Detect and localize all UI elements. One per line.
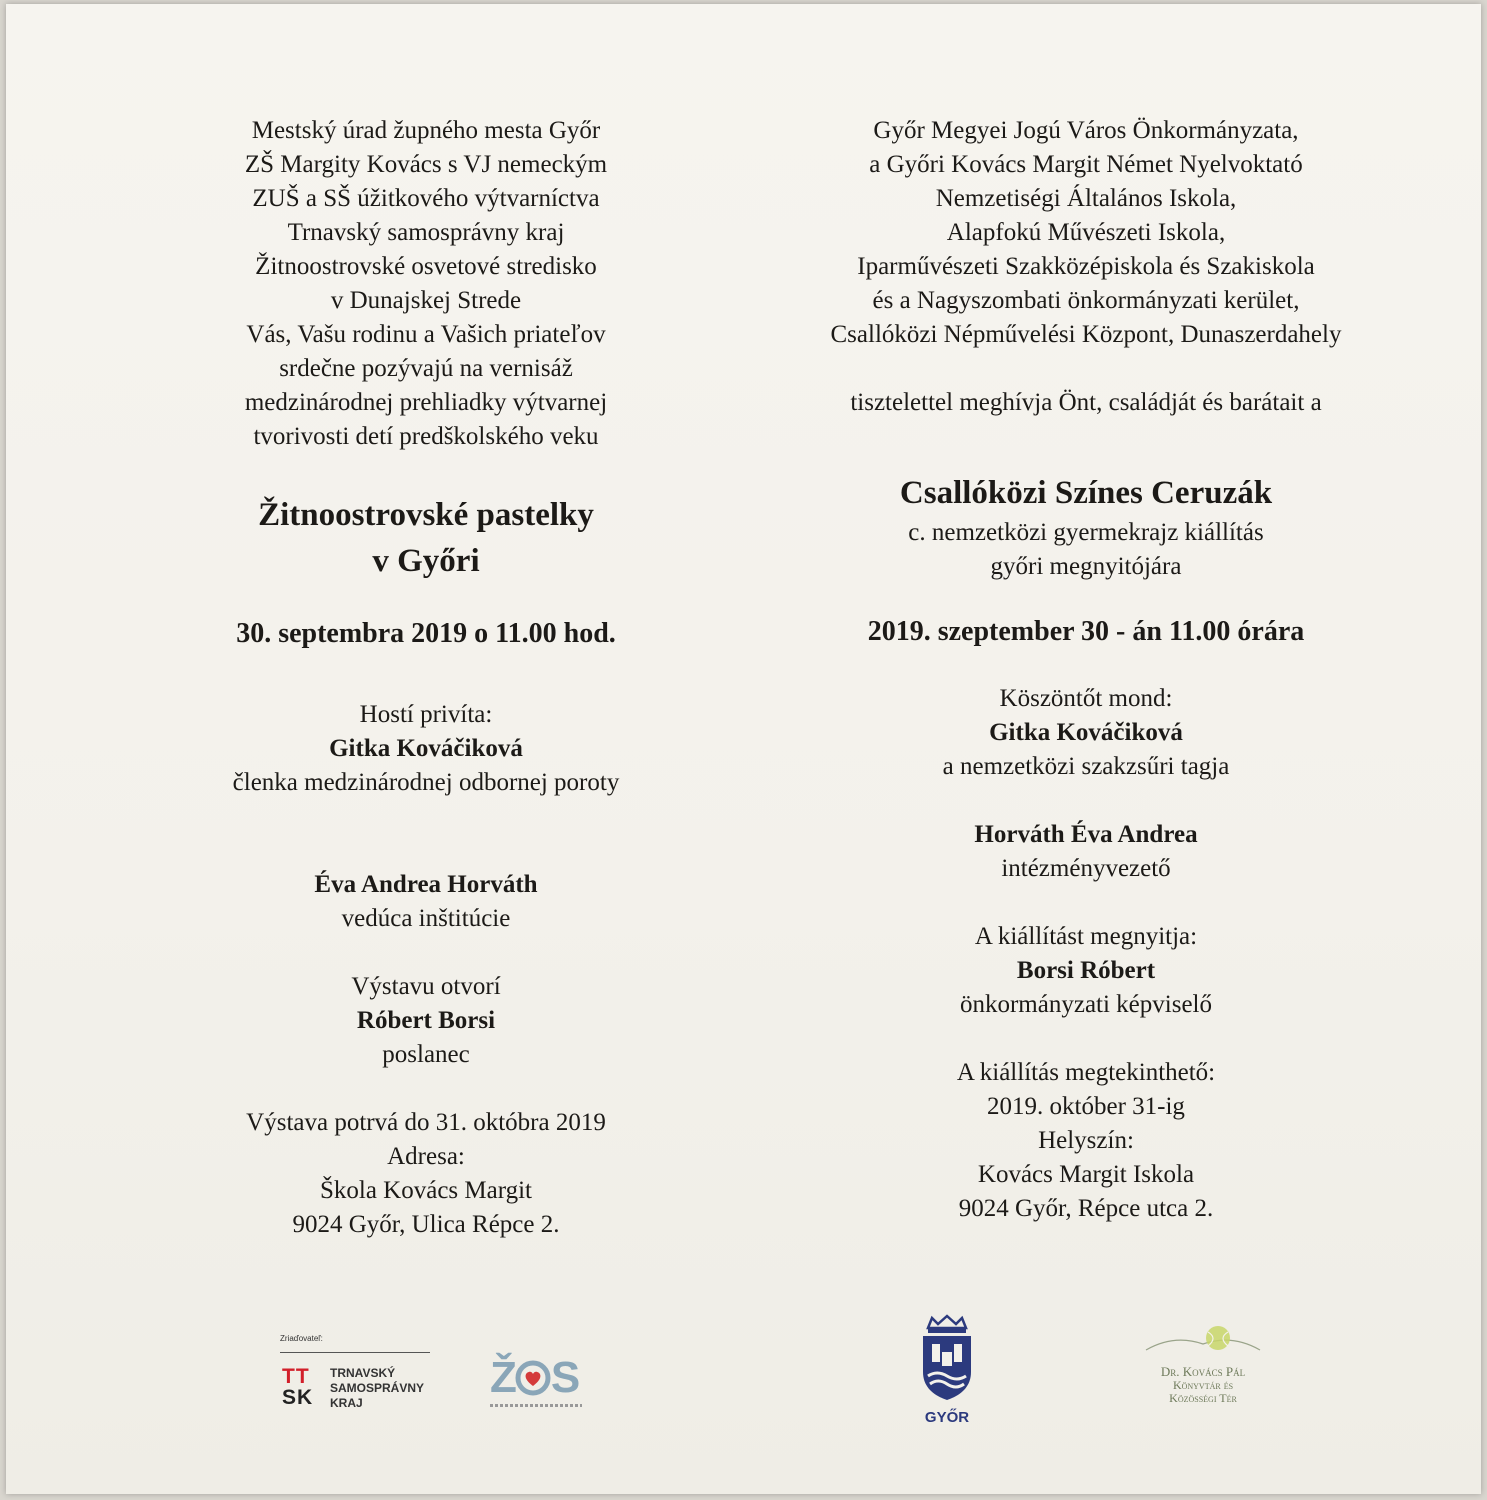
slovak-closing-line: 9024 Győr, Ulica Répce 2. bbox=[292, 1211, 560, 1238]
ttsk-mark-top: TT bbox=[282, 1365, 310, 1388]
zos-fine-print bbox=[490, 1404, 582, 1407]
intro-line: srdečne pozývajú na vernisáž bbox=[279, 355, 573, 382]
slovak-host-role: členka medzinárodnej odbornej poroty bbox=[232, 769, 620, 796]
hungarian-host-name: Gitka Kováčiková bbox=[989, 719, 1183, 746]
intro-line: Alapfokú Művészeti Iskola, bbox=[946, 219, 1226, 246]
intro-line: Győr Megyei Jogú Város Önkormányzata, bbox=[873, 117, 1299, 144]
kovacs-line2: Könyvtár és bbox=[1172, 1378, 1234, 1392]
hungarian-closing-line: A kiállítás megtekinthető: bbox=[956, 1059, 1216, 1086]
intro-line: Iparművészeti Szakközépiskola és Szakiskola bbox=[857, 253, 1315, 280]
gyor-coat-of-arms bbox=[916, 1314, 978, 1424]
hungarian-closing-line: 9024 Győr, Répce utca 2. bbox=[958, 1195, 1214, 1222]
hungarian-closing-line: Kovács Margit Iskola bbox=[977, 1161, 1195, 1188]
intro-line: ZŠ Margity Kovács s VJ nemeckým bbox=[244, 151, 608, 178]
kovacs-line1: Dr. Kovács Pál bbox=[1160, 1364, 1246, 1379]
hungarian-column bbox=[786, 114, 1386, 1226]
slovak-host-name: Gitka Kováčiková bbox=[329, 735, 523, 762]
slovak-date: 30. septembra 2019 o 11.00 hod. bbox=[236, 618, 616, 649]
tennis-ball-icon bbox=[1144, 1324, 1262, 1358]
intro-line: Vás, Vašu rodinu a Vašich priateľov bbox=[246, 321, 606, 348]
hungarian-host-role: a nemzetközi szakzsűri tagja bbox=[942, 753, 1230, 780]
slovak-director-name: Éva Andrea Horváth bbox=[314, 871, 538, 898]
zos-letter-s: S bbox=[550, 1353, 579, 1402]
intro-line: tvorivosti detí predškolského veku bbox=[253, 423, 599, 450]
slovak-host-label: Hostí privíta: bbox=[359, 701, 493, 728]
hungarian-director-name: Horváth Éva Andrea bbox=[974, 821, 1198, 848]
ttsk-text-line: KRAJ bbox=[330, 1396, 363, 1410]
invitation-card bbox=[6, 4, 1481, 1494]
intro-line: v Dunajskej Strede bbox=[330, 287, 522, 314]
hungarian-director-role: intézményvezető bbox=[1001, 855, 1171, 882]
ttsk-text-line: TRNAVSKÝ bbox=[330, 1366, 396, 1380]
intro-line: Csallóközi Népművelési Központ, Dunaszerdahely bbox=[830, 321, 1342, 348]
zos-logo bbox=[490, 1353, 590, 1418]
hungarian-title: Csallóközi Színes Ceruzák bbox=[899, 475, 1273, 511]
hungarian-opener-name: Borsi Róbert bbox=[1016, 957, 1156, 984]
slovak-intro bbox=[116, 114, 736, 454]
zos-heart-icon bbox=[515, 1360, 551, 1396]
intro-line: Trnavský samosprávny kraj bbox=[287, 219, 565, 246]
intro-line: Mestský úrad župného mesta Győr bbox=[251, 117, 601, 144]
slovak-closing-line: Výstava potrvá do 31. októbra 2019 bbox=[246, 1109, 606, 1136]
kovacs-line3: Közösségi Tér bbox=[1169, 1391, 1237, 1405]
slovak-closing-line: Škola Kovács Margit bbox=[319, 1177, 532, 1204]
intro-line: Nemzetiségi Általános Iskola, bbox=[935, 185, 1237, 212]
kovacs-library-logo bbox=[1144, 1324, 1262, 1404]
ttsk-mark-icon bbox=[282, 1366, 313, 1408]
intro-line: ZUŠ a SŠ úžitkového výtvarníctva bbox=[252, 185, 600, 212]
gyor-crest-icon bbox=[918, 1314, 976, 1402]
slovak-column bbox=[116, 114, 736, 1242]
intro-line: Žitnoostrovské osvetové stredisko bbox=[255, 253, 597, 280]
hungarian-host-label: Köszöntőt mond: bbox=[999, 685, 1173, 712]
ttsk-text-line: SAMOSPRÁVNY bbox=[330, 1381, 425, 1395]
hungarian-opener-role: önkormányzati képviselő bbox=[959, 991, 1212, 1018]
intro-line: a Győri Kovács Margit Német Nyelvoktató bbox=[869, 151, 1303, 178]
slovak-title-line1: Žitnoostrovské pastelky bbox=[258, 497, 594, 533]
ttsk-logo bbox=[280, 1334, 440, 1424]
hungarian-opener-label: A kiállítást megnyitja: bbox=[974, 923, 1198, 950]
slovak-opener-name: Róbert Borsi bbox=[356, 1007, 496, 1034]
ttsk-founder-label: Zriaďovateľ: bbox=[280, 1334, 323, 1343]
intro-line: medzinárodnej prehliadky výtvarnej bbox=[244, 389, 608, 416]
gyor-label: GYŐR bbox=[924, 1409, 970, 1426]
zos-letter-z: Ž bbox=[490, 1353, 515, 1402]
slovak-closing-line: Adresa: bbox=[387, 1143, 465, 1170]
slovak-director-role: vedúca inštitúcie bbox=[341, 905, 511, 932]
ttsk-mark-bottom: SK bbox=[282, 1386, 314, 1409]
zos-wordmark bbox=[490, 1353, 590, 1402]
hungarian-intro bbox=[786, 114, 1386, 352]
ttsk-divider bbox=[280, 1352, 430, 1353]
hungarian-date: 2019. szeptember 30 - án 11.00 órára bbox=[867, 616, 1305, 647]
slovak-opener-label: Výstavu otvorí bbox=[351, 973, 501, 1000]
hungarian-closing-line: Helyszín: bbox=[1038, 1127, 1134, 1154]
slovak-title-line2: v Győri bbox=[372, 543, 480, 579]
hungarian-subtitle-line2: győri megnyitójára bbox=[990, 553, 1182, 580]
hungarian-subtitle-line1: c. nemzetközi gyermekrajz kiállítás bbox=[908, 519, 1264, 546]
slovak-opener-role: poslanec bbox=[382, 1041, 470, 1068]
intro-line: és a Nagyszombati önkormányzati kerület, bbox=[872, 287, 1300, 314]
hungarian-invite: tisztelettel meghívja Önt, családját és barátait a bbox=[850, 389, 1322, 416]
ttsk-text bbox=[330, 1366, 424, 1411]
hungarian-closing-line: 2019. október 31-ig bbox=[987, 1093, 1185, 1120]
